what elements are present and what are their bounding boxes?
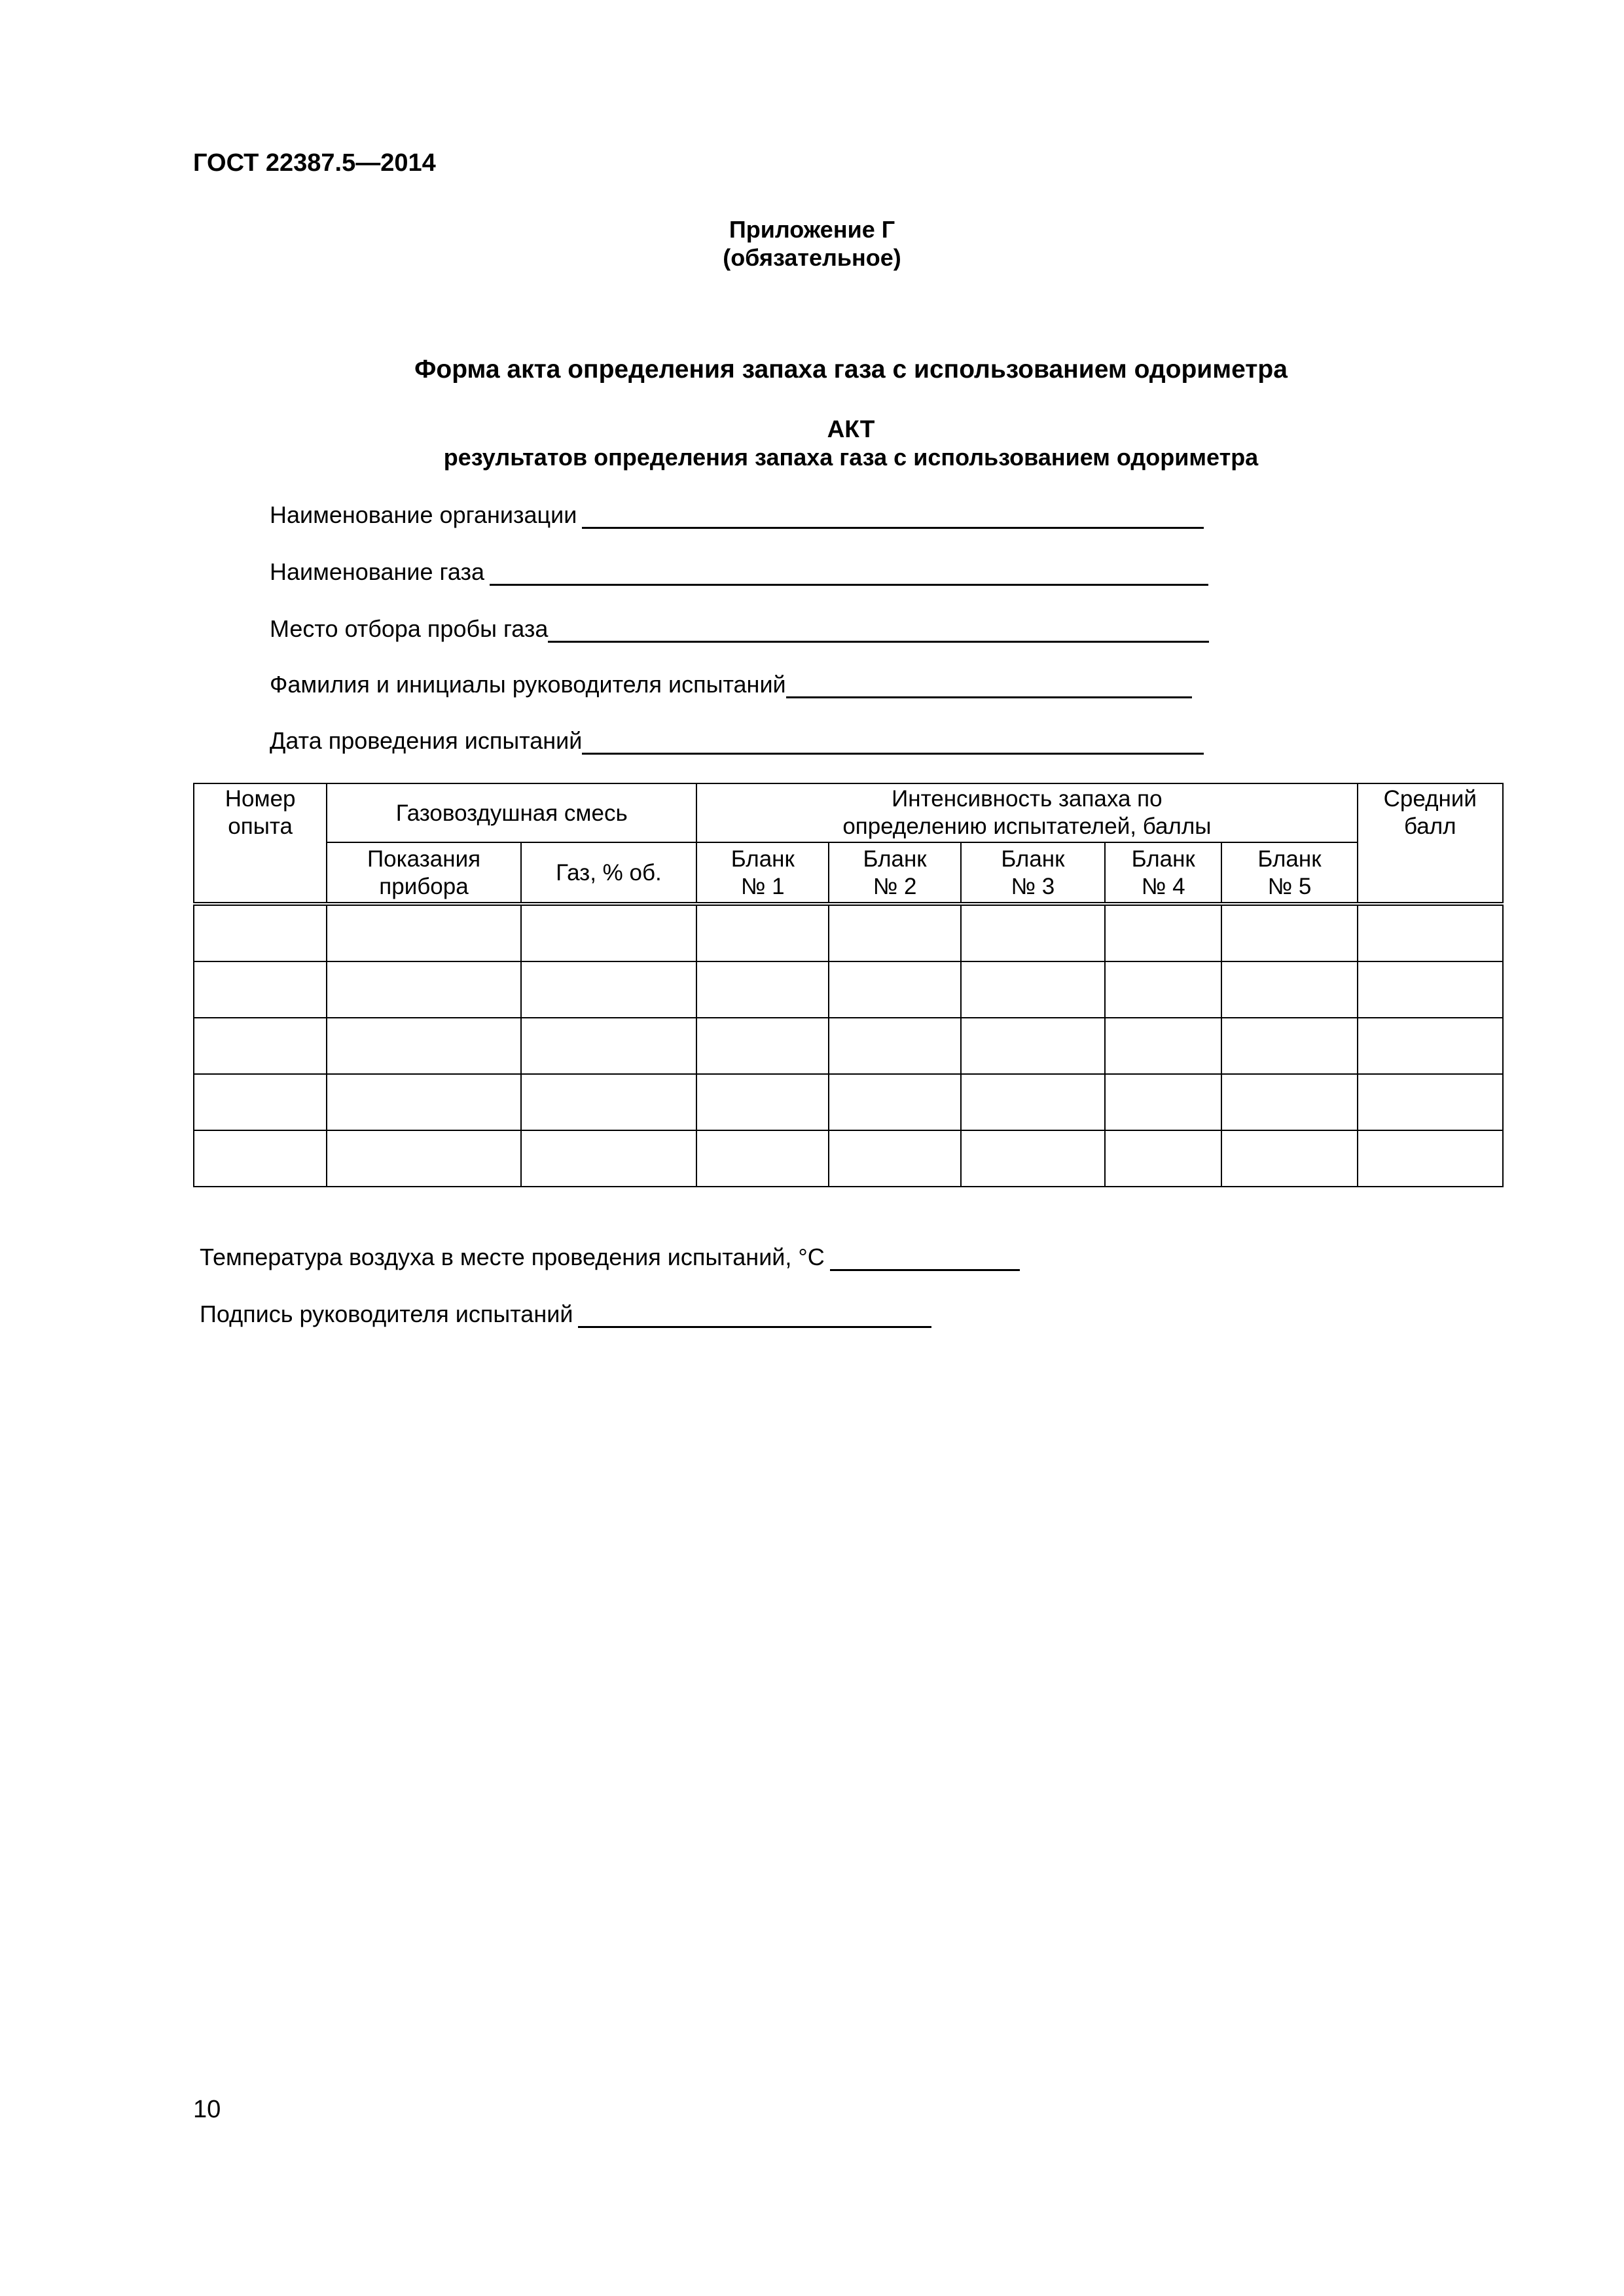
field-temperature-line[interactable] [830,1249,1020,1271]
table-row [194,1018,1503,1074]
table-cell[interactable] [696,1130,829,1187]
header-form-4-line2: № 4 [1141,874,1185,899]
table-cell[interactable] [1358,1074,1503,1130]
form-title: Форма акта определения запаха газа с использованием одориметра [414,355,1288,384]
table-row [194,1074,1503,1130]
header-number [194,783,327,904]
field-supervisor-line[interactable] [786,677,1192,698]
header-intensity-line2: определению испытателей, баллы [842,814,1212,839]
field-test-date [270,727,1204,755]
header-intensity [696,783,1357,842]
header-number-line2: опыта [228,814,293,839]
header-average-line1: Средний [1383,786,1477,812]
table-cell[interactable] [1358,904,1503,961]
field-temperature-label: Температура воздуха в месте проведения испытаний, °С [200,1244,825,1270]
header-gas: Газ, % об. [521,842,696,904]
table-cell[interactable] [829,961,960,1018]
field-gas-name [270,558,1208,586]
header-form-4-line1: Бланк [1131,846,1195,872]
table-cell[interactable] [696,961,829,1018]
appendix-title: Приложение Г [729,216,895,243]
table-cell[interactable] [1105,1130,1221,1187]
header-form-3-line1: Бланк [1001,846,1065,872]
table-cell[interactable] [961,904,1105,961]
table-cell[interactable] [1358,1018,1503,1074]
header-device [327,842,520,904]
table-cell[interactable] [1221,1018,1357,1074]
field-organization-line[interactable] [582,507,1204,529]
table-cell[interactable] [696,1074,829,1130]
table-cell[interactable] [1105,1018,1221,1074]
table-cell[interactable] [1105,961,1221,1018]
table-cell[interactable] [327,961,520,1018]
appendix-status: (обязательное) [723,244,901,271]
header-number-line1: Номер [225,786,296,812]
header-device-line2: прибора [379,874,469,899]
field-sampling-place-label: Место отбора пробы газа [270,615,549,642]
header-mixture: Газовоздушная смесь [327,783,696,842]
field-gas-name-line[interactable] [490,564,1208,586]
field-temperature [200,1244,1020,1271]
table-header-row-2 [194,842,1503,904]
table-row [194,1130,1503,1187]
header-average [1358,783,1503,904]
act-subtitle: результатов определения запаха газа с использованием одориметра [443,444,1259,471]
header-form-4 [1105,842,1221,904]
field-signature [200,1300,931,1328]
table-cell[interactable] [696,1018,829,1074]
table-cell[interactable] [194,1074,327,1130]
header-device-line1: Показания [367,846,481,872]
table-cell[interactable] [1358,1130,1503,1187]
table-cell[interactable] [327,1130,520,1187]
table-cell[interactable] [1105,904,1221,961]
table-cell[interactable] [521,1074,696,1130]
header-form-5-line2: № 5 [1267,874,1312,899]
field-signature-label: Подпись руководителя испытаний [200,1300,573,1327]
header-form-1-line1: Бланк [731,846,795,872]
act-title: АКТ [827,416,875,442]
table-cell[interactable] [1221,1074,1357,1130]
table-cell[interactable] [961,1074,1105,1130]
table-header-row-1 [194,783,1503,842]
act-table [193,783,1504,1187]
table-cell[interactable] [327,904,520,961]
field-supervisor-label: Фамилия и инициалы руководителя испытаний [270,671,786,698]
table-cell[interactable] [1105,1074,1221,1130]
table-cell[interactable] [521,961,696,1018]
header-form-2-line1: Бланк [863,846,927,872]
table-cell[interactable] [194,1130,327,1187]
field-test-date-line[interactable] [582,733,1204,755]
header-form-5 [1221,842,1357,904]
field-gas-name-label: Наименование газа [270,558,485,585]
header-form-1-line2: № 1 [740,874,785,899]
table-cell[interactable] [961,1018,1105,1074]
table-cell[interactable] [1221,1130,1357,1187]
table-cell[interactable] [194,961,327,1018]
table-cell[interactable] [696,904,829,961]
field-sampling-place-line[interactable] [548,621,1209,643]
header-form-5-line1: Бланк [1257,846,1322,872]
field-organization-label: Наименование организации [270,501,577,528]
header-average-line2: балл [1404,814,1456,839]
table-cell[interactable] [1221,904,1357,961]
header-form-2-line2: № 2 [873,874,917,899]
table-cell[interactable] [521,1018,696,1074]
table-cell[interactable] [1358,961,1503,1018]
field-supervisor [270,671,1192,698]
table-cell[interactable] [961,1130,1105,1187]
header-form-3 [961,842,1105,904]
table-cell[interactable] [1221,961,1357,1018]
header-intensity-line1: Интенсивность запаха по [892,786,1163,812]
table-row [194,961,1503,1018]
field-organization [270,501,1204,529]
table-cell[interactable] [194,904,327,961]
table-row [194,904,1503,961]
header-form-3-line2: № 3 [1011,874,1055,899]
table-cell[interactable] [194,1018,327,1074]
table-cell[interactable] [327,1018,520,1074]
field-signature-line[interactable] [578,1306,931,1328]
header-form-2 [829,842,960,904]
header-form-1 [696,842,829,904]
page-number: 10 [193,2096,221,2123]
field-sampling-place [270,615,1209,643]
table-cell[interactable] [829,1018,960,1074]
table-cell[interactable] [521,1130,696,1187]
table-cell[interactable] [829,1074,960,1130]
table-cell[interactable] [961,961,1105,1018]
table-cell[interactable] [829,1130,960,1187]
table-cell[interactable] [327,1074,520,1130]
standard-designation: ГОСТ 22387.5—2014 [193,149,436,177]
table-cell[interactable] [829,904,960,961]
table-cell[interactable] [521,904,696,961]
field-test-date-label: Дата проведения испытаний [270,727,583,754]
